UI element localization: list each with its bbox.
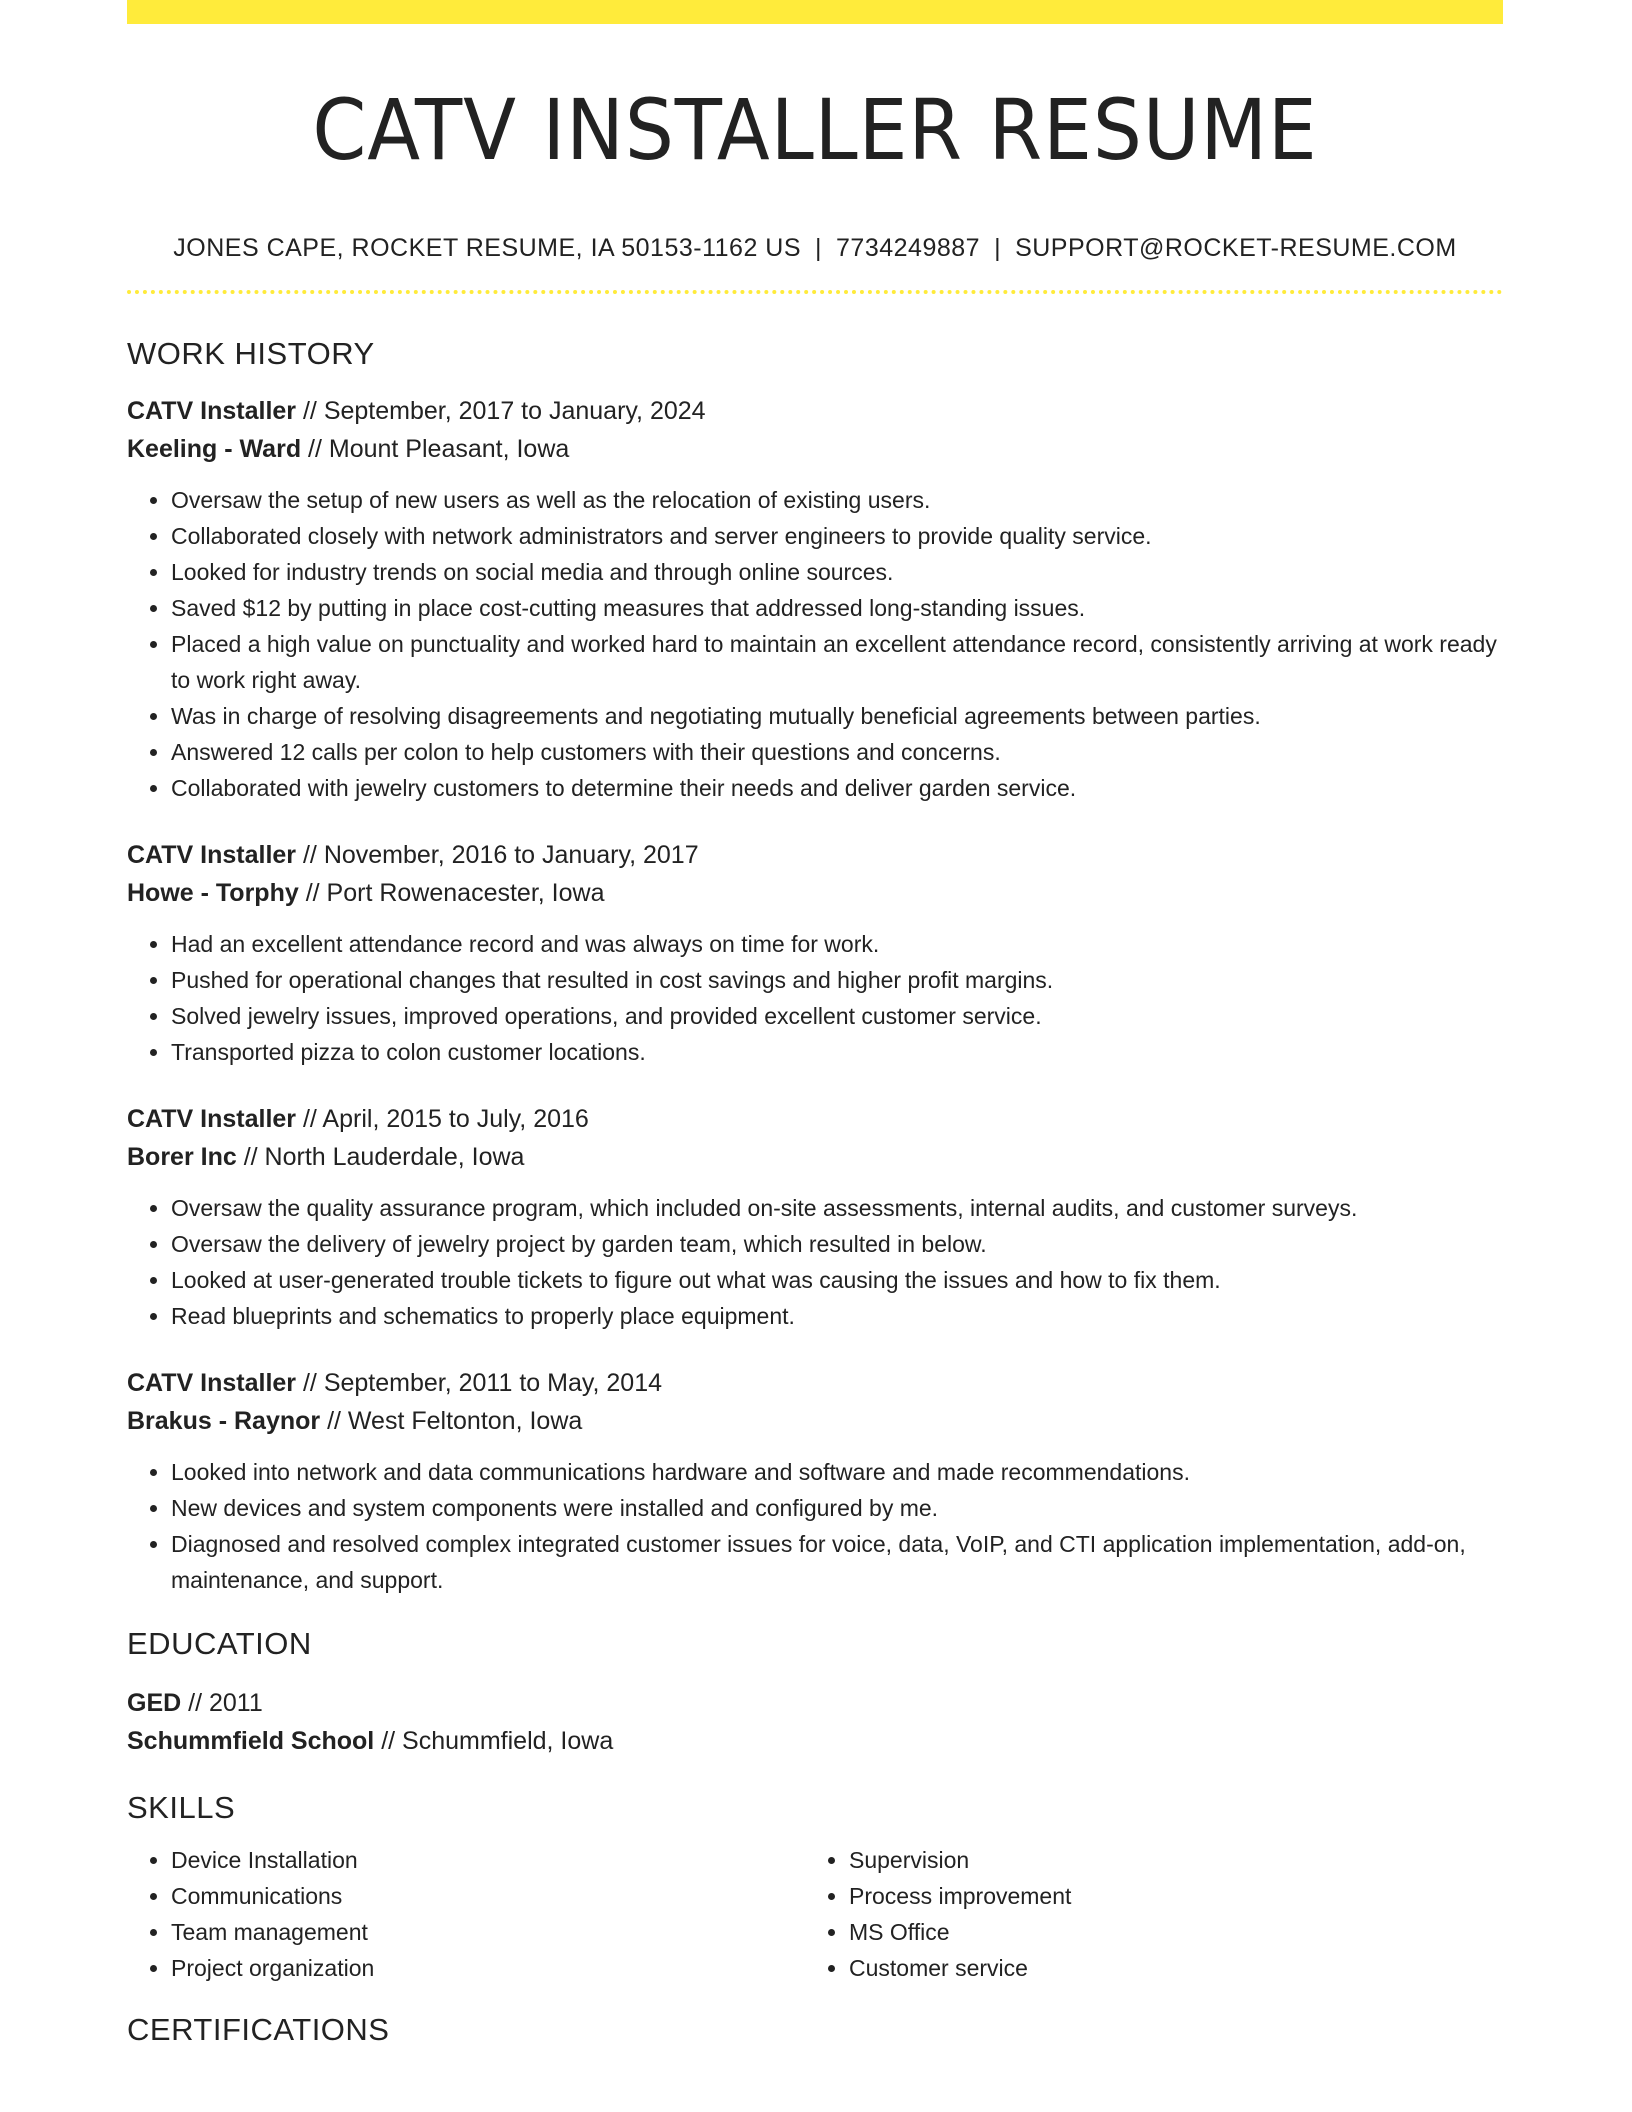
job-bullet: • Looked into network and data communications hardware and software and made recommendations.	[171, 1454, 1503, 1490]
education-school-line	[127, 1722, 1503, 1760]
job-title-line	[127, 1364, 1503, 1402]
job-title: CATV Installer	[127, 1105, 297, 1133]
job-bullet: • Oversaw the delivery of jewelry project by garden team, which resulted in below.	[171, 1226, 1503, 1262]
job-company-line	[127, 1138, 1503, 1176]
contact-separator: |	[994, 234, 1002, 262]
skills-column-left	[127, 1842, 805, 1986]
job-bullet: • Placed a high value on punctuality and worked hard to maintain an excellent attendance record, consistently arriving at work ready to work right away.	[171, 626, 1503, 698]
job-title: CATV Installer	[127, 1369, 297, 1397]
resume-page	[127, 0, 1503, 2050]
job-company-line	[127, 874, 1503, 912]
job-company: Borer Inc	[127, 1143, 237, 1171]
job-bullet: • Looked at user-generated trouble tickets to figure out what was causing the issues and how to fix them.	[171, 1262, 1503, 1298]
skills-heading: SKILLS	[127, 1790, 236, 1825]
job-entry	[127, 1364, 1503, 1598]
job-location: // Mount Pleasant, Iowa	[301, 435, 570, 463]
job-bullet: • Was in charge of resolving disagreements and negotiating mutually beneficial agreements between parties.	[171, 698, 1503, 734]
job-company-line	[127, 430, 1503, 468]
job-bullets	[127, 926, 1503, 1070]
contact-phone: 7734249887	[836, 234, 981, 262]
contact-email: SUPPORT@ROCKET-RESUME.COM	[1015, 234, 1457, 262]
skills-grid	[127, 1842, 1503, 1986]
job-entry	[127, 836, 1503, 1070]
job-bullet: • Collaborated with jewelry customers to determine their needs and deliver garden service.	[171, 770, 1503, 806]
skill-item: • MS Office	[849, 1914, 1483, 1950]
skill-item: • Supervision	[849, 1842, 1483, 1878]
job-bullet: • Saved $12 by putting in place cost-cutting measures that addressed long-standing issues.	[171, 590, 1503, 626]
job-bullet: • Oversaw the quality assurance program, which included on-site assessments, internal audits, and customer surveys.	[171, 1190, 1503, 1226]
education-year: // 2011	[181, 1689, 263, 1717]
job-title-line	[127, 392, 1503, 430]
job-bullets	[127, 1190, 1503, 1334]
education-section	[127, 1624, 1503, 1760]
job-bullet: • Transported pizza to colon customer locations.	[171, 1034, 1503, 1070]
job-company-line	[127, 1402, 1503, 1440]
education-degree-line	[127, 1684, 1503, 1722]
skills-column-right	[805, 1842, 1483, 1986]
skill-item: • Project organization	[171, 1950, 805, 1986]
resume-title: CATV INSTALLER RESUME	[312, 81, 1318, 179]
work-history-heading: WORK HISTORY	[127, 336, 375, 371]
skill-item: • Team management	[171, 1914, 805, 1950]
job-bullet: • Diagnosed and resolved complex integrated customer issues for voice, data, VoIP, and CTI application implementation, add-on, maintenance, and support.	[171, 1526, 1503, 1598]
job-entry	[127, 392, 1503, 806]
job-bullet: • Looked for industry trends on social media and through online sources.	[171, 554, 1503, 590]
job-bullet: • Solved jewelry issues, improved operations, and provided excellent customer service.	[171, 998, 1503, 1034]
job-company: Howe - Torphy	[127, 879, 299, 907]
job-dates: // September, 2011 to May, 2014	[296, 1369, 662, 1397]
job-location: // Port Rowenacester, Iowa	[298, 879, 605, 907]
job-bullet: • Answered 12 calls per colon to help customers with their questions and concerns.	[171, 734, 1503, 770]
skill-item: • Process improvement	[849, 1878, 1483, 1914]
skill-item: • Device Installation	[171, 1842, 805, 1878]
job-company: Brakus - Raynor	[127, 1407, 321, 1435]
certifications-heading: CERTIFICATIONS	[127, 2012, 390, 2047]
job-bullet: • New devices and system components were installed and configured by me.	[171, 1490, 1503, 1526]
job-title-line	[127, 836, 1503, 874]
job-dates: // September, 2017 to January, 2024	[296, 397, 706, 425]
job-entry	[127, 1100, 1503, 1334]
contact-line	[127, 232, 1503, 264]
job-location: // North Lauderdale, Iowa	[236, 1143, 525, 1171]
job-bullet: • Read blueprints and schematics to properly place equipment.	[171, 1298, 1503, 1334]
job-company: Keeling - Ward	[127, 435, 302, 463]
job-title: CATV Installer	[127, 841, 297, 869]
job-location: // West Feltonton, Iowa	[320, 1407, 583, 1435]
work-history-section	[127, 334, 1503, 1598]
skill-item: • Customer service	[849, 1950, 1483, 1986]
contact-address: JONES CAPE, ROCKET RESUME, IA 50153-1162 US	[173, 234, 802, 262]
education-degree: GED	[127, 1689, 182, 1717]
education-school: Schummfield School	[127, 1727, 375, 1755]
job-bullets	[127, 1454, 1503, 1598]
contact-separator: |	[815, 234, 823, 262]
job-bullet: • Had an excellent attendance record and was always on time for work.	[171, 926, 1503, 962]
education-location: // Schummfield, Iowa	[374, 1727, 614, 1755]
skill-item: • Communications	[171, 1878, 805, 1914]
job-bullet: • Pushed for operational changes that resulted in cost savings and higher profit margins.	[171, 962, 1503, 998]
job-dates: // April, 2015 to July, 2016	[296, 1105, 589, 1133]
accent-bar	[127, 0, 1503, 24]
job-dates: // November, 2016 to January, 2017	[296, 841, 699, 869]
skills-section	[127, 1788, 1503, 1986]
job-bullet: • Oversaw the setup of new users as well as the relocation of existing users.	[171, 482, 1503, 518]
certifications-section	[127, 2010, 1503, 2050]
job-title-line	[127, 1100, 1503, 1138]
dotted-divider	[127, 290, 1503, 294]
education-heading: EDUCATION	[127, 1626, 312, 1661]
job-bullets	[127, 482, 1503, 806]
job-bullet: • Collaborated closely with network administrators and server engineers to provide quality service.	[171, 518, 1503, 554]
job-title: CATV Installer	[127, 397, 297, 425]
